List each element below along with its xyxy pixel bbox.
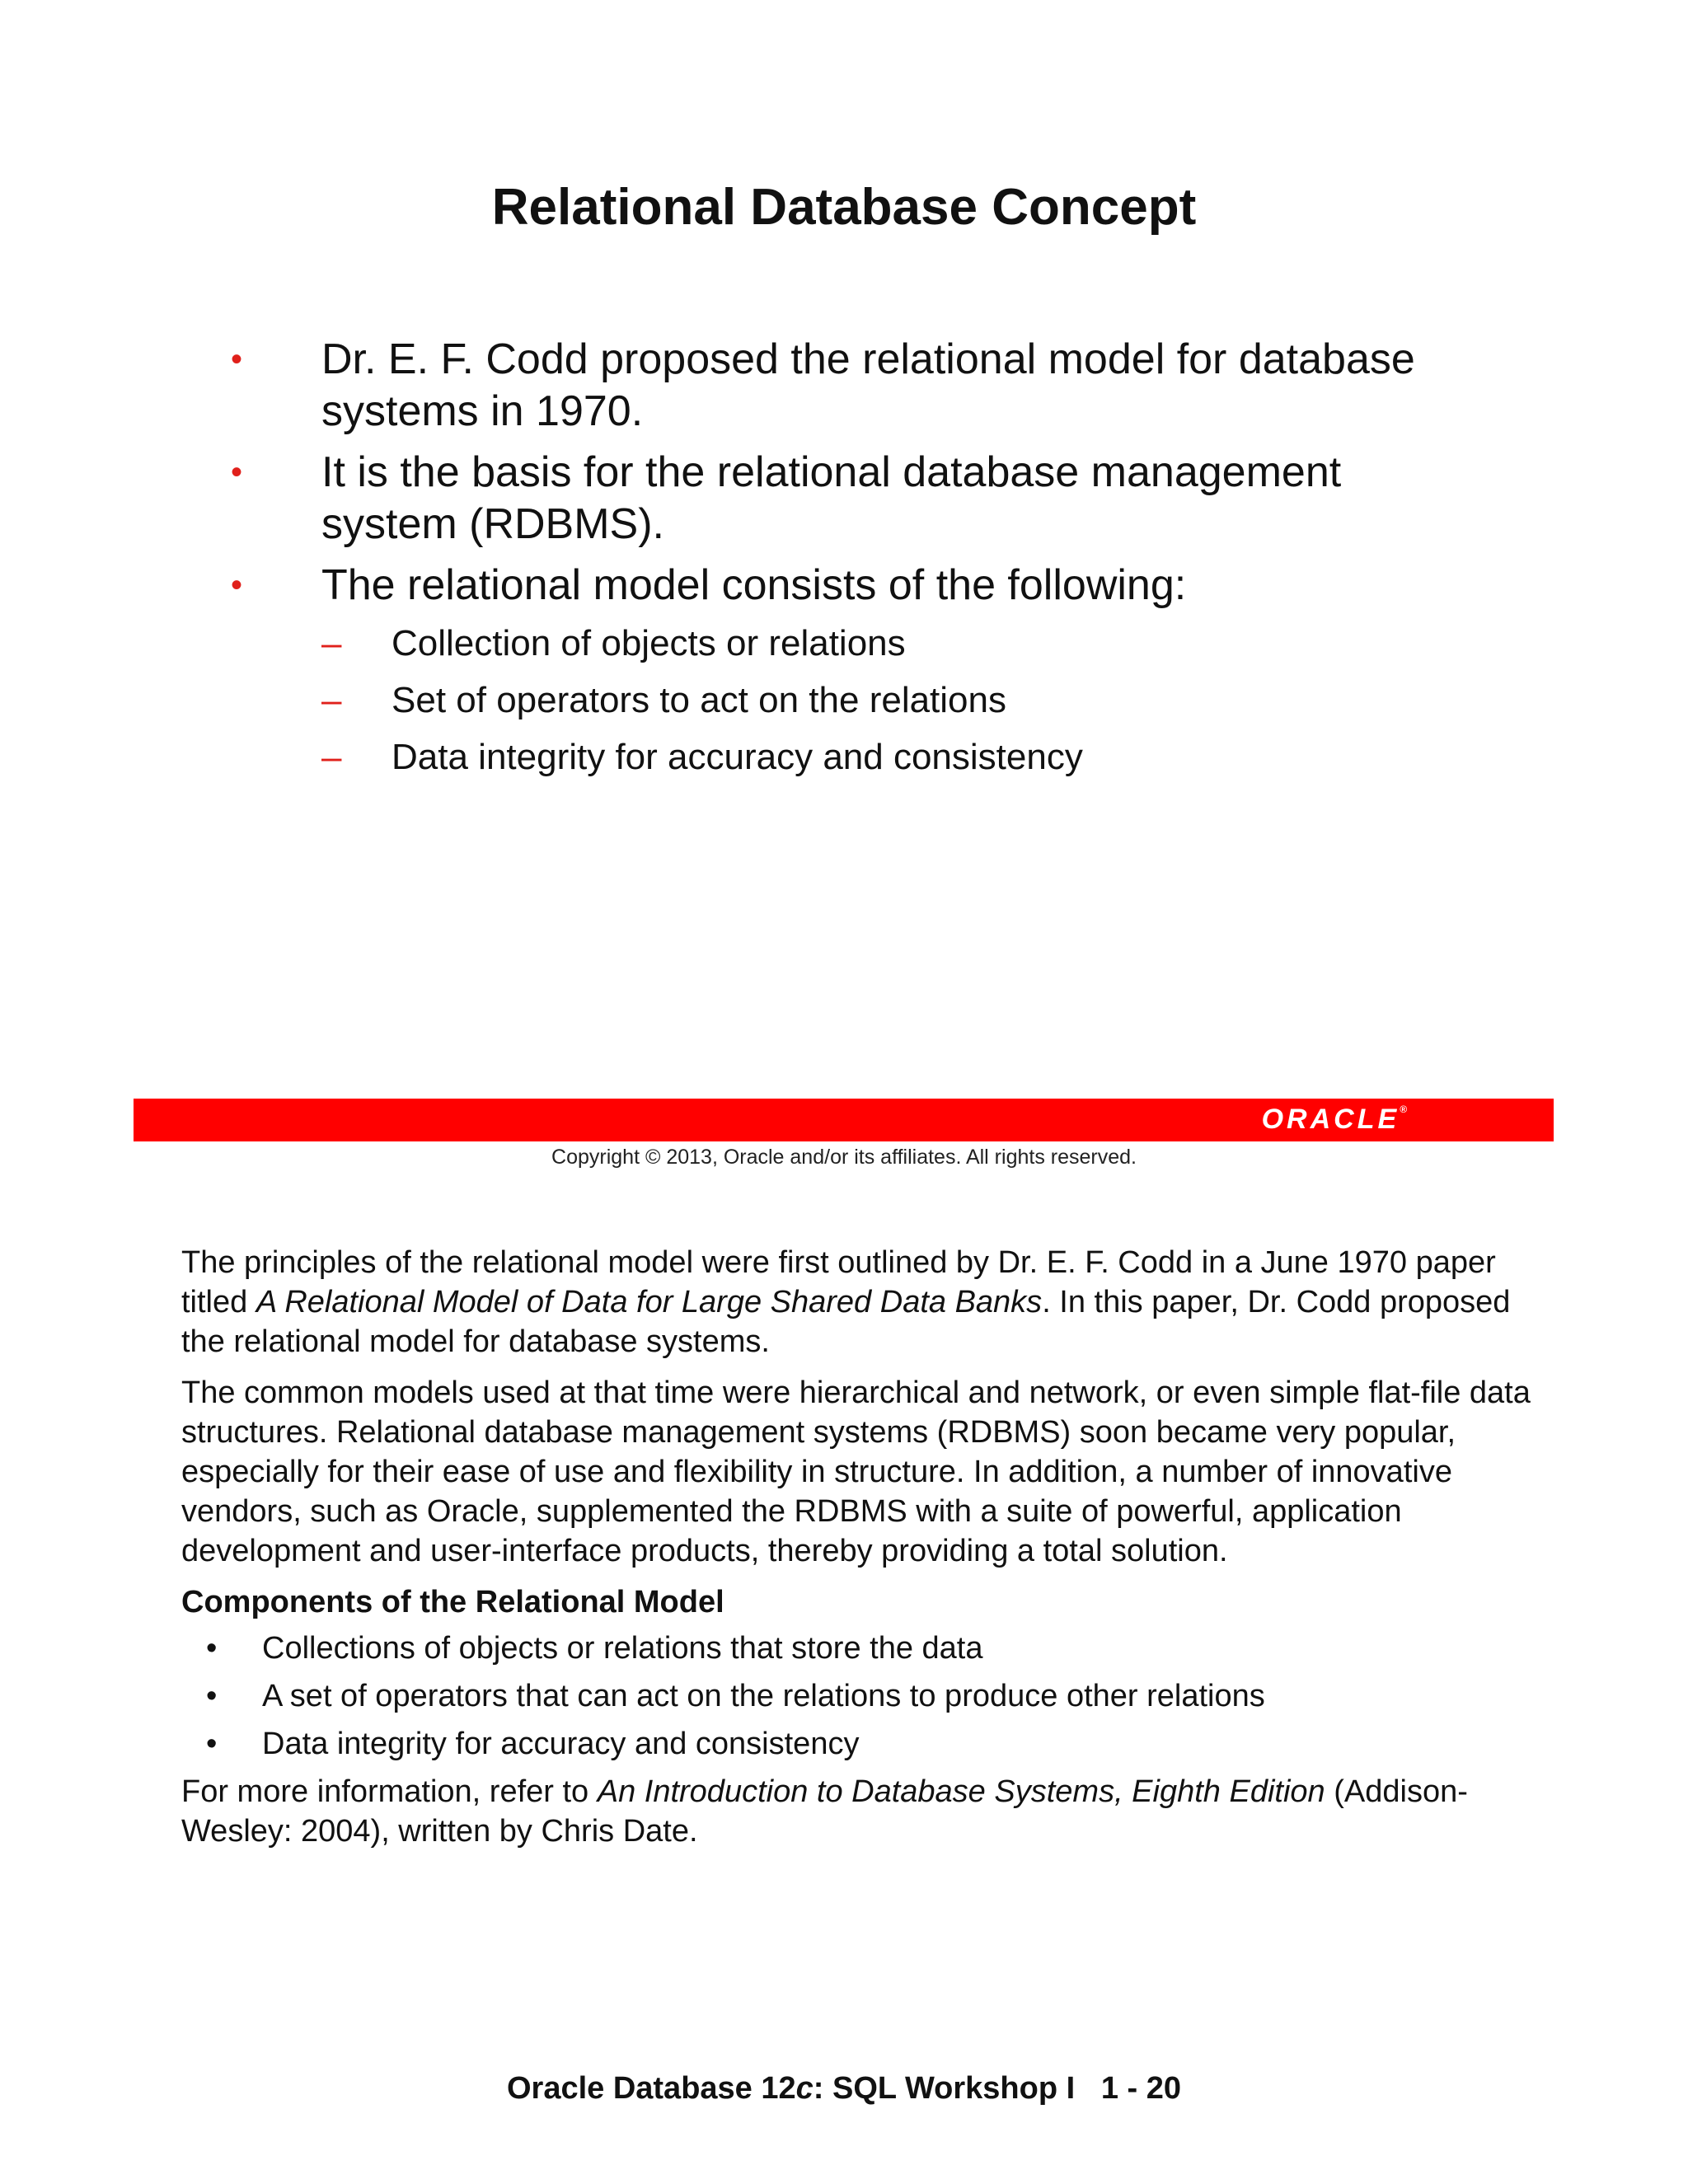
footer-text: Oracle Database 12 (506, 2071, 796, 2106)
notes-text: The principles of the relational model were first outlined by Dr. E. F. Codd in a June 1970 paper titled (181, 1245, 1496, 1319)
notes-list-item (181, 1724, 1533, 1764)
bullet-icon: • (206, 1631, 218, 1666)
notes-text: . In this paper, Dr. Codd proposed the relational model for database systems. (181, 1285, 1511, 1359)
slide-title: Relational Database Concept (491, 179, 1197, 236)
oracle-logo (1262, 1104, 1407, 1136)
footer-page: : SQL Workshop I 1 - 20 (813, 2071, 1182, 2106)
notes-list-text: Collections of objects or relations that store the data (262, 1631, 983, 1666)
notes-list (181, 1629, 1533, 1764)
slide-bullet (231, 334, 1467, 438)
dash-icon: – (321, 623, 342, 663)
notes-paragraph (181, 1243, 1533, 1361)
slide-sub-bullet-list (231, 621, 1467, 780)
dash-icon: – (321, 680, 342, 720)
slide-sub-bullet-text: Collection of objects or relations (392, 623, 906, 663)
book-title: An Introduction to Database Systems, Eighth Edition (597, 1774, 1325, 1809)
slide-bullet (231, 560, 1467, 612)
notes-list-item (181, 1676, 1533, 1716)
copyright-notice: Copyright © 2013, Oracle and/or its affiliates. All rights reserved. (551, 1146, 1137, 1169)
slide-bullet-text: It is the basis for the relational database management system (RDBMS). (321, 448, 1342, 548)
notes-heading: Components of the Relational Model (181, 1585, 724, 1619)
dash-icon: – (321, 737, 342, 777)
slide-sub-bullet (231, 734, 1467, 780)
page-footer (0, 2071, 1688, 2107)
notes-list-text: Data integrity for accuracy and consistency (262, 1727, 860, 1761)
oracle-logo-text: ORACLE (1261, 1104, 1400, 1135)
notes-text: (Addison-Wesley: 2004), written by Chris Date. (181, 1774, 1468, 1849)
bullet-icon: • (231, 454, 243, 490)
notes-section (181, 1243, 1533, 1863)
notes-paragraph: The common models used at that time were hierarchical and network, or even simple flat-file data structures. Relational database management systems (RDBMS) soon became very popular, especially for their ease of use and flexibility in structure. In addition, a number of innovative vendors, such as Oracle, supplemented the RDBMS with a suite of powerful, application development and user-interface products, thereby providing a total solution. (181, 1376, 1531, 1568)
bullet-icon: • (231, 567, 243, 603)
slide-sub-bullet-text: Data integrity for accuracy and consistency (392, 737, 1083, 777)
registered-mark: ® (1400, 1104, 1407, 1115)
bullet-icon: • (206, 1727, 218, 1761)
slide-sub-bullet (231, 677, 1467, 723)
paper-title: A Relational Model of Data for Large Shared Data Banks (256, 1285, 1043, 1319)
notes-list-item (181, 1629, 1533, 1668)
bullet-icon: • (206, 1679, 218, 1713)
slide-sub-bullet-text: Set of operators to act on the relations (392, 680, 1007, 720)
bullet-icon: • (231, 341, 243, 377)
slide-bullet (231, 447, 1467, 551)
slide-bullet-list (231, 334, 1467, 791)
footer-italic: c (795, 2071, 814, 2106)
notes-paragraph (181, 1772, 1533, 1851)
slide-bullet-text: The relational model consists of the following: (321, 561, 1187, 609)
slide-sub-bullet (231, 621, 1467, 666)
notes-text: For more information, refer to (181, 1774, 598, 1809)
slide-footer-bar (134, 1099, 1554, 1141)
slide-bullet-text: Dr. E. F. Codd proposed the relational model for database systems in 1970. (321, 335, 1415, 435)
notes-list-text: A set of operators that can act on the relations to produce other relations (262, 1679, 1265, 1713)
